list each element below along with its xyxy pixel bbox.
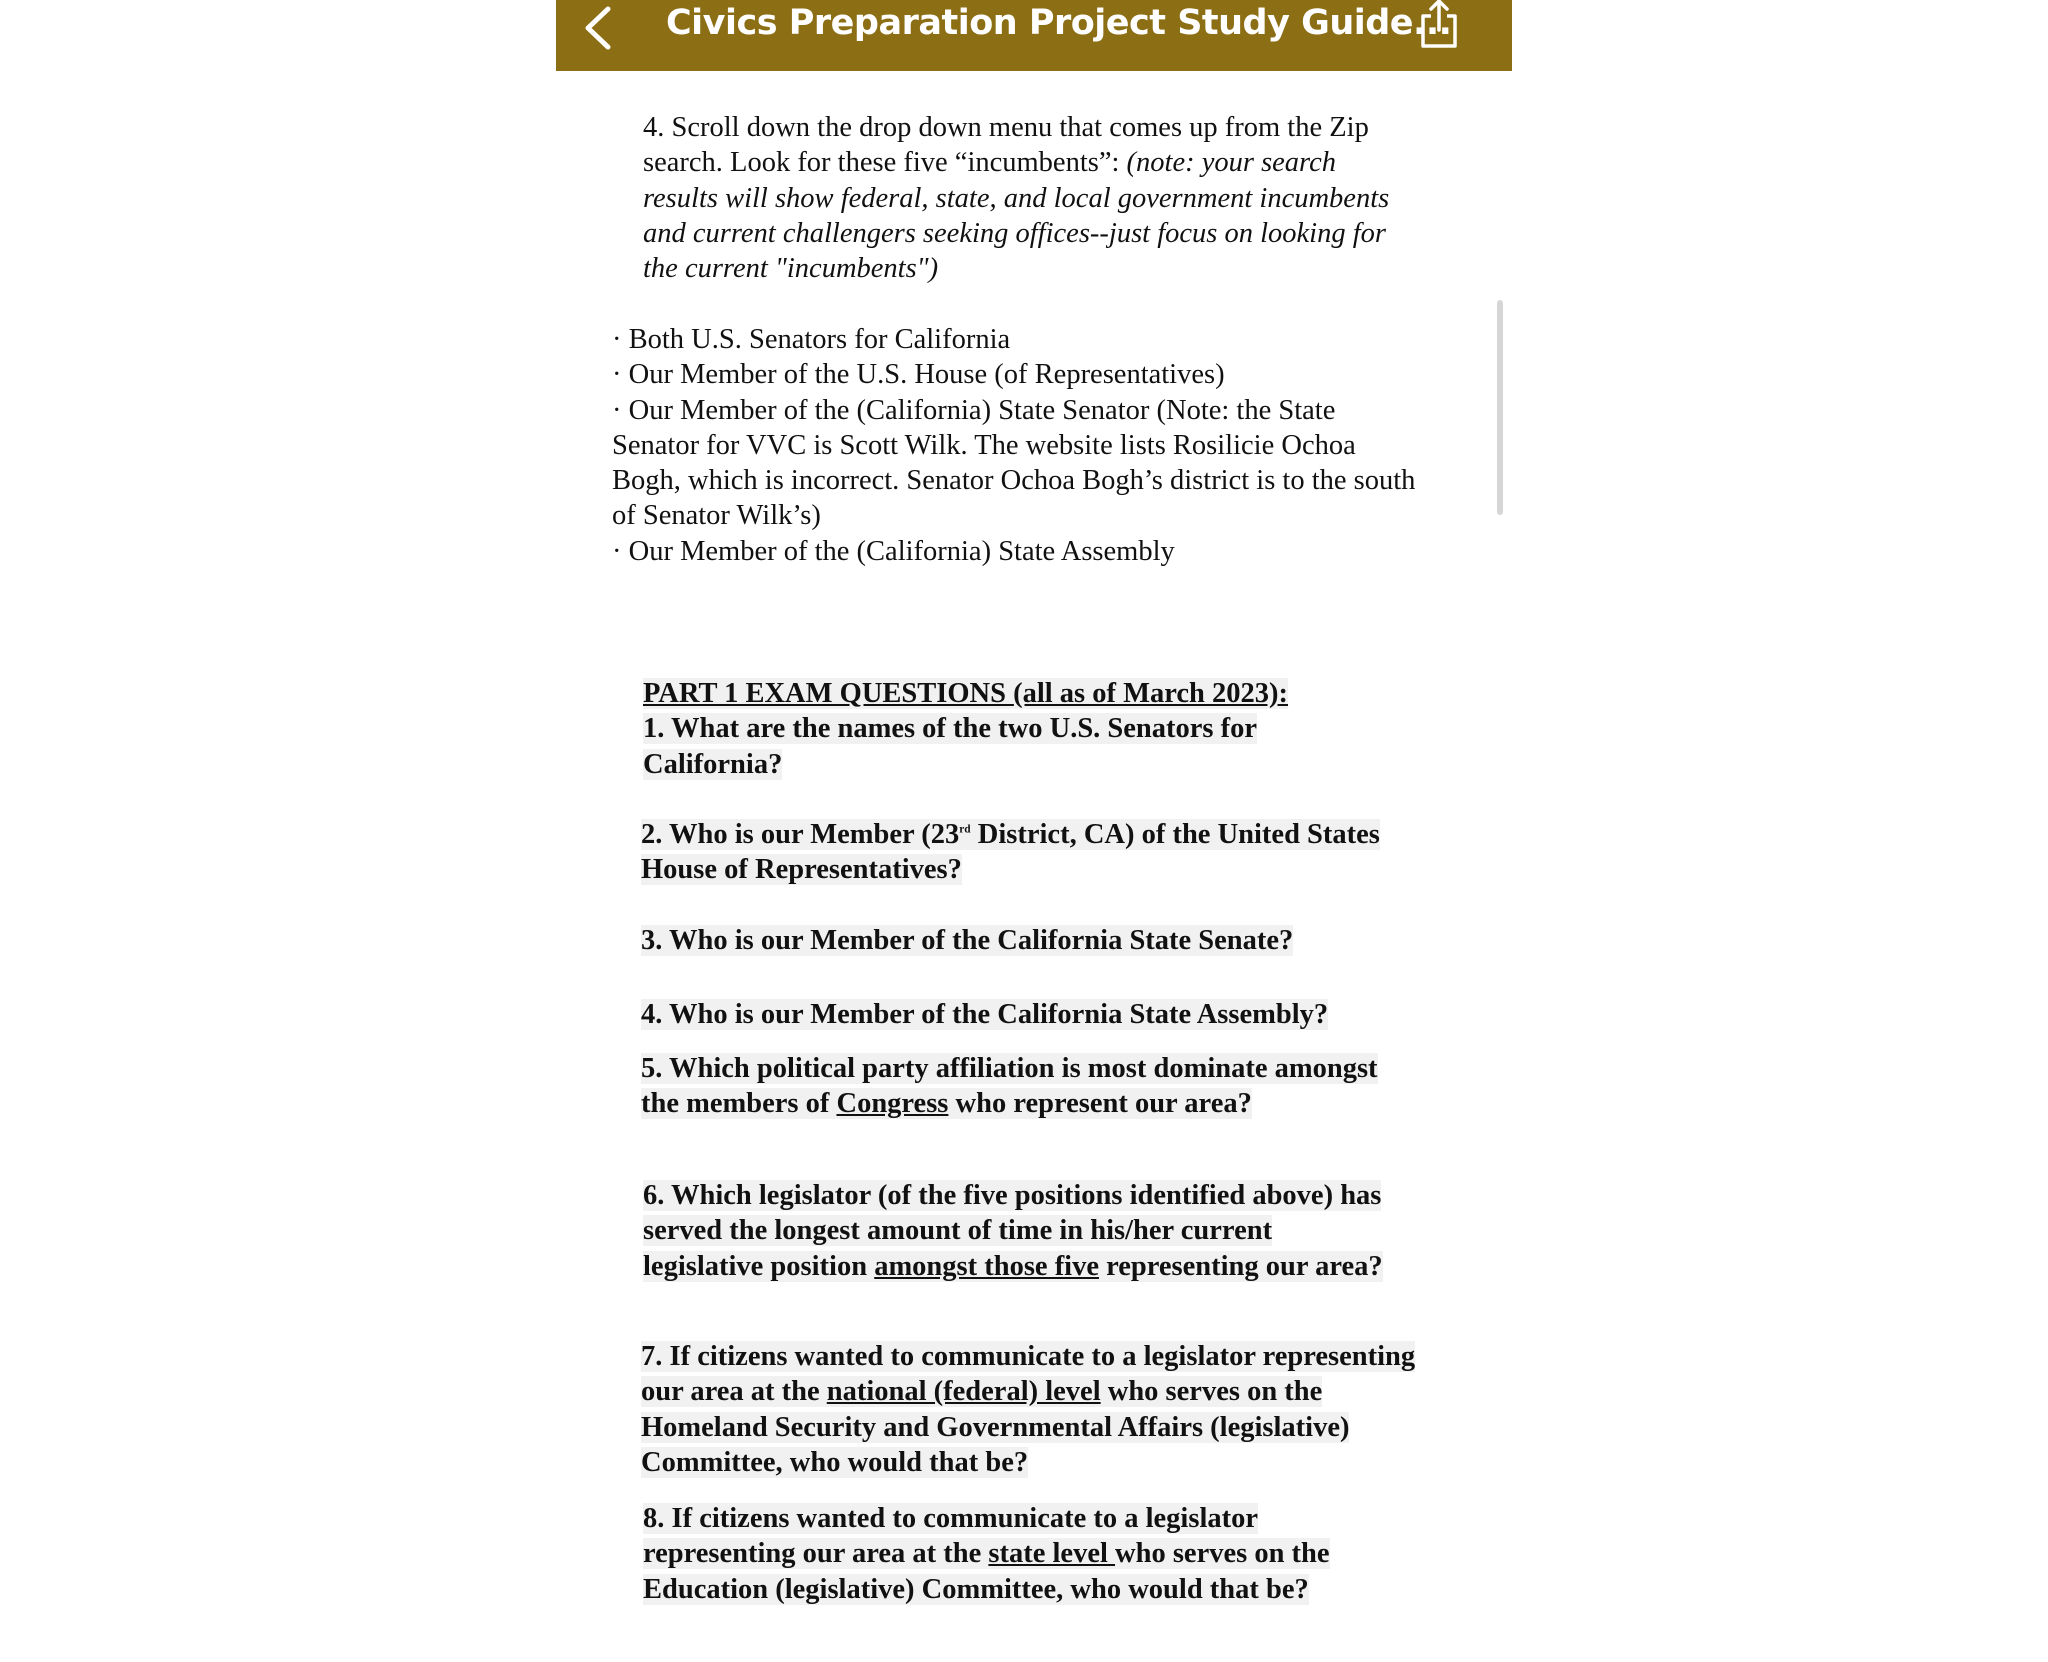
exam-heading-date: (all as of March 2023): — [1013, 678, 1289, 709]
question-5-underlined: Congress — [836, 1088, 949, 1120]
question-5-text-b: who represent our area? — [948, 1088, 1252, 1120]
question-7 — [641, 1339, 1431, 1480]
exam-heading-title: PART 1 EXAM QUESTIONS — [643, 678, 1014, 709]
exam-heading-and-q1 — [643, 676, 1383, 782]
question-5 — [641, 1051, 1381, 1122]
question-7-underlined: national (federal) level — [826, 1376, 1101, 1408]
share-button[interactable] — [1414, 0, 1464, 50]
question-8 — [643, 1501, 1393, 1607]
question-6-text-b: representing our area? — [1099, 1250, 1383, 1282]
step-4-note: (note: your search results will show federal, state, and local government incumbents and current challengers seeking offices--just focus on looking for the current "incumbents") — [643, 147, 1390, 285]
vertical-scrollbar[interactable] — [1497, 300, 1503, 515]
list-item: · Our Member of the U.S. House (of Representatives) — [612, 359, 1225, 391]
question-6 — [643, 1178, 1398, 1284]
document-title: Civics Preparation Project Study Guide... — [666, 3, 1452, 43]
exam-heading — [643, 676, 1383, 711]
question-8-text-b: who serves on the Education (legislative) Committee, who would that be? — [643, 1538, 1330, 1605]
question-2-text-b: District, CA) of the United States House of Representatives? — [641, 819, 1380, 886]
question-1 — [643, 711, 1383, 782]
question-2-superscript: rd — [959, 823, 971, 836]
list-item: · Our Member of the (California) State Assembly — [612, 535, 1175, 567]
step-4-text: 4. Scroll down the drop down menu that comes up from the Zip search. Look for these five “incumbents”: — [643, 112, 1369, 179]
chevron-left-icon — [578, 4, 622, 58]
question-2-text-a: 2. Who is our Member (23 — [641, 819, 960, 850]
question-6-text-a: 6. Which legislator (of the five positions identified above) has served the longest amount of time in his/her current legislative position — [643, 1180, 1382, 1282]
share-icon — [1414, 0, 1464, 50]
question-6-underlined: amongst those five — [874, 1250, 1100, 1282]
list-item: · Both U.S. Senators for California — [612, 324, 1011, 355]
question-8-text-a: 8. If citizens wanted to communicate to a legislator representing our area at the — [643, 1503, 1258, 1570]
question-3-text: 3. Who is our Member of the California State Senate? — [641, 925, 1294, 956]
question-2 — [641, 817, 1381, 888]
question-8-underlined: state level — [988, 1538, 1116, 1570]
top-navigation-bar — [556, 0, 1512, 71]
question-5-text-a: 5. Which political party affiliation is most dominate amongst the members of — [641, 1053, 1378, 1120]
list-item: · Our Member of the (California) State Senator (Note: the State Senator for VVC is Scott Wilk. The website lists Rosilicie Ochoa Bogh, which is incorrect. Senator Ochoa Bogh’s district is to the south of Senator Wilk’s) — [612, 394, 1416, 532]
back-button[interactable] — [578, 4, 622, 58]
question-3 — [641, 923, 1421, 958]
question-4 — [641, 997, 1441, 1032]
question-7-text-b: who serves on the Homeland Security and Governmental Affairs (legislative) Committee, who would that be? — [641, 1376, 1350, 1478]
question-1-text: 1. What are the names of the two U.S. Senators for California? — [643, 713, 1258, 780]
question-4-text: 4. Who is our Member of the California State Assembly? — [641, 999, 1329, 1030]
question-7-text-a: 7. If citizens wanted to communicate to a legislator representing our area at the — [641, 1341, 1416, 1408]
step-4-paragraph — [643, 110, 1403, 286]
incumbents-list — [612, 322, 1422, 569]
